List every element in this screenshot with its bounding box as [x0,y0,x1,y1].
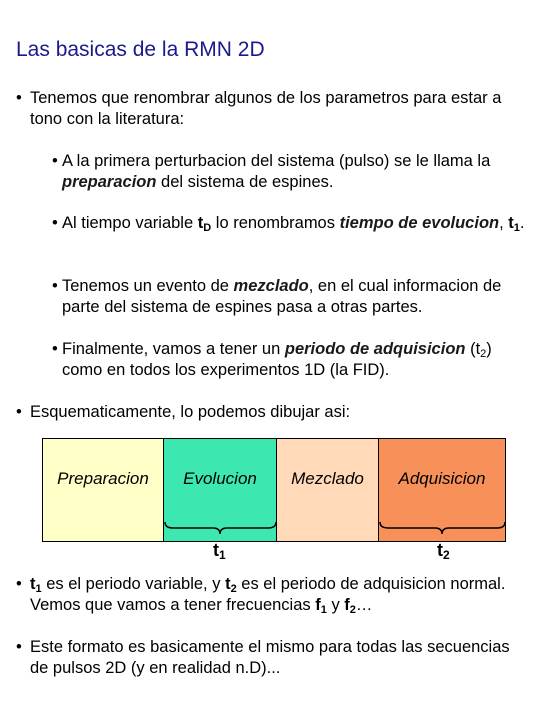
bullet-dot: • [16,89,22,107]
var-f1: $f_1$ [315,596,327,616]
text-segment: , en el cual informacion de parte del sistema de espines pasa a otras partes. [62,277,502,316]
var-t1: $t_1$ [30,575,42,595]
text-segment: del sistema de espines. [156,173,334,191]
var-f2: $f_2$ [344,596,356,616]
var-t: $t_D$ [197,214,212,234]
label-t1: $t_1$ [213,540,226,562]
bullet-dot: • [52,340,58,358]
text-segment: , [499,214,509,232]
sub-bullet-evolucion [52,213,532,234]
text-segment: ) como en todos los experimentos 1D (la FID). [62,340,492,379]
label-t2: $t_2$ [437,540,450,562]
schematic-bullet [16,402,531,423]
schematic-text: Esquematicamente, lo podemos dibujar asi: [30,403,351,421]
bullet-dot: • [16,403,22,421]
bottom-bullet-periods [16,574,531,616]
bullet-dot: • [16,575,22,593]
slide-title: Las basicas de la RMN 2D [16,38,265,61]
box-mezclado: Mezclado [276,438,379,542]
intro-bullet [16,88,531,130]
text-segment: Tenemos un evento de [62,277,234,295]
term-preparacion: preparacion [62,173,157,191]
text-segment: . [519,214,525,232]
bullet-dot: • [16,638,22,656]
sub-bullet-preparacion [52,151,532,193]
text-segment: lo renombramos [211,214,340,232]
intro-text: Tenemos que renombrar algunos de los parametros para estar a tono con la literatura: [30,89,502,128]
text-segment: es el periodo de adquisicion normal. Vemos que vamos a tener frecuencias [30,575,506,614]
text-segment: y [326,596,345,614]
box-evolucion: Evolucion [163,438,277,542]
term-periodo-de-adquisicion: periodo de adquisicion [284,340,466,358]
sub-bullet-adquisicion [52,339,532,381]
brace-t1 [163,521,278,537]
box-preparacion: Preparacion [42,438,164,542]
text-segment: es el periodo variable, y [41,575,226,593]
box-adquisicion: Adquisicion [378,438,506,542]
text-segment: (t [465,340,481,358]
bullet-dot: • [52,214,58,232]
var-t1: $t_1$ [508,214,520,234]
text-segment: … [355,596,373,614]
term-mezclado: mezclado [233,277,309,295]
text-segment: Al tiempo variable [62,214,198,232]
subscript: 2 [480,348,487,360]
text-segment: A la primera perturbacion del sistema (pulso) se le llama la [62,152,491,170]
var-t2: $t_2$ [225,575,237,595]
brace-t2 [378,521,508,537]
sub-bullet-mezclado [52,276,532,318]
bullet-dot: • [52,152,58,170]
bottom-bullet-format [16,637,531,679]
term-tiempo-de-evolucion: tiempo de evolucion [339,214,500,232]
format-text: Este formato es basicamente el mismo para todas las secuencias de pulsos 2D (y en realidad n.D)... [30,638,510,677]
text-segment: Finalmente, vamos a tener un [62,340,285,358]
bullet-dot: • [52,277,58,295]
